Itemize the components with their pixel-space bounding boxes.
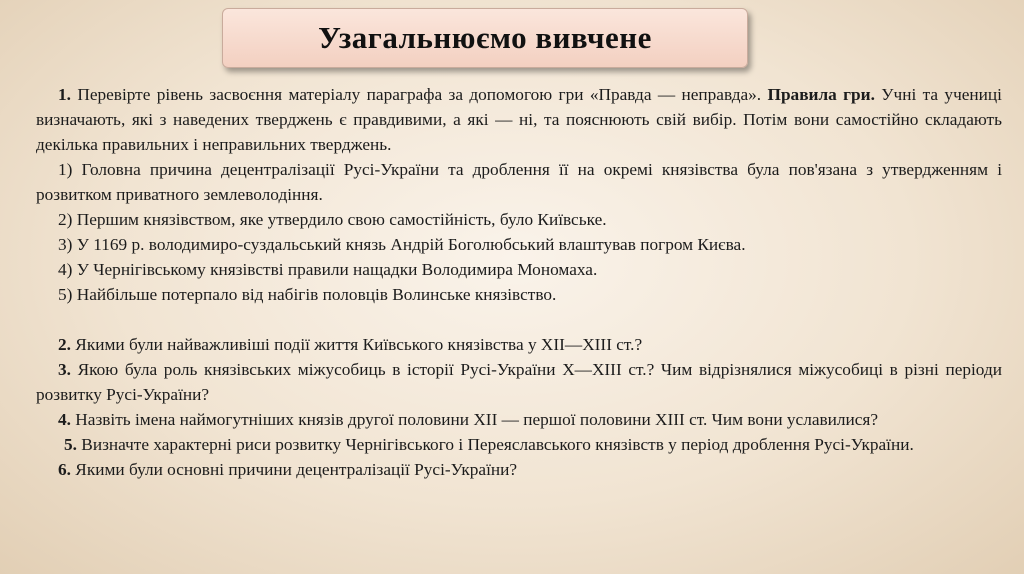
- question: [36, 332, 1002, 357]
- question: [36, 432, 1002, 457]
- rules-label: Правила гри.: [767, 85, 875, 104]
- question-text: Назвіть імена наймогутніших князів другої половини XII — першої половини XIII ст. Чим вони уславилися?: [70, 410, 879, 429]
- question-number: 5.: [64, 435, 77, 454]
- question-number: 6.: [58, 460, 71, 479]
- content-body: [36, 82, 1002, 482]
- question-text: Якими були найважливіші події життя Київського князівства у XII—XIII ст.?: [70, 335, 643, 354]
- task-1-paragraph: [36, 82, 1002, 157]
- statement: 1) Головна причина децентралізації Русі-України та дроблення її на окремі князівства була пов'язана з утвердженням і розвитком приватного землеволодіння.: [36, 160, 1002, 204]
- question: [36, 357, 1002, 407]
- question-text: Якими були основні причини децентралізації Русі-України?: [70, 460, 518, 479]
- page-title: Узагальнюємо вивчене: [318, 20, 652, 55]
- question: [36, 407, 1002, 432]
- question-number: 3.: [58, 360, 71, 379]
- statement: 4) У Чернігівському князівстві правили нащадки Володимира Мономаха.: [58, 260, 598, 279]
- task-text: Перевірте рівень засвоєння матеріалу параграфа за допомогою гри «Правда — неправда».: [70, 85, 768, 104]
- statement: 3) У 1169 р. володимиро-суздальський князь Андрій Боголюбський влаштував погром Києва.: [58, 235, 746, 254]
- question-text: Визначте характерні риси розвитку Чернігівського і Переяславського князівств у період дроблення Русі-України.: [76, 435, 914, 454]
- rules-text: Учні та учениці визначають, які з наведених тверджень є правдивими, а які — ні, та пояснюють свій вибір. Потім вони самостійно складають декілька правильних і неправильних тверджень.: [36, 85, 1002, 154]
- question: [36, 457, 1002, 482]
- question-text: Якою була роль князівських міжусобиць в історії Русі-України X—XIII ст.? Чим відрізнялися міжусобиці в різні періоди розвитку Русі-України?: [36, 360, 1002, 404]
- spacer: [36, 307, 1002, 332]
- question-number: 4.: [58, 410, 71, 429]
- title-banner: [222, 8, 748, 68]
- question-number: 2.: [58, 335, 71, 354]
- statement: 5) Найбільше потерпало від набігів половців Волинське князівство.: [58, 285, 557, 304]
- statement: 2) Першим князівством, яке утвердило свою самостійність, було Київське.: [58, 210, 607, 229]
- task-number: 1.: [58, 85, 71, 104]
